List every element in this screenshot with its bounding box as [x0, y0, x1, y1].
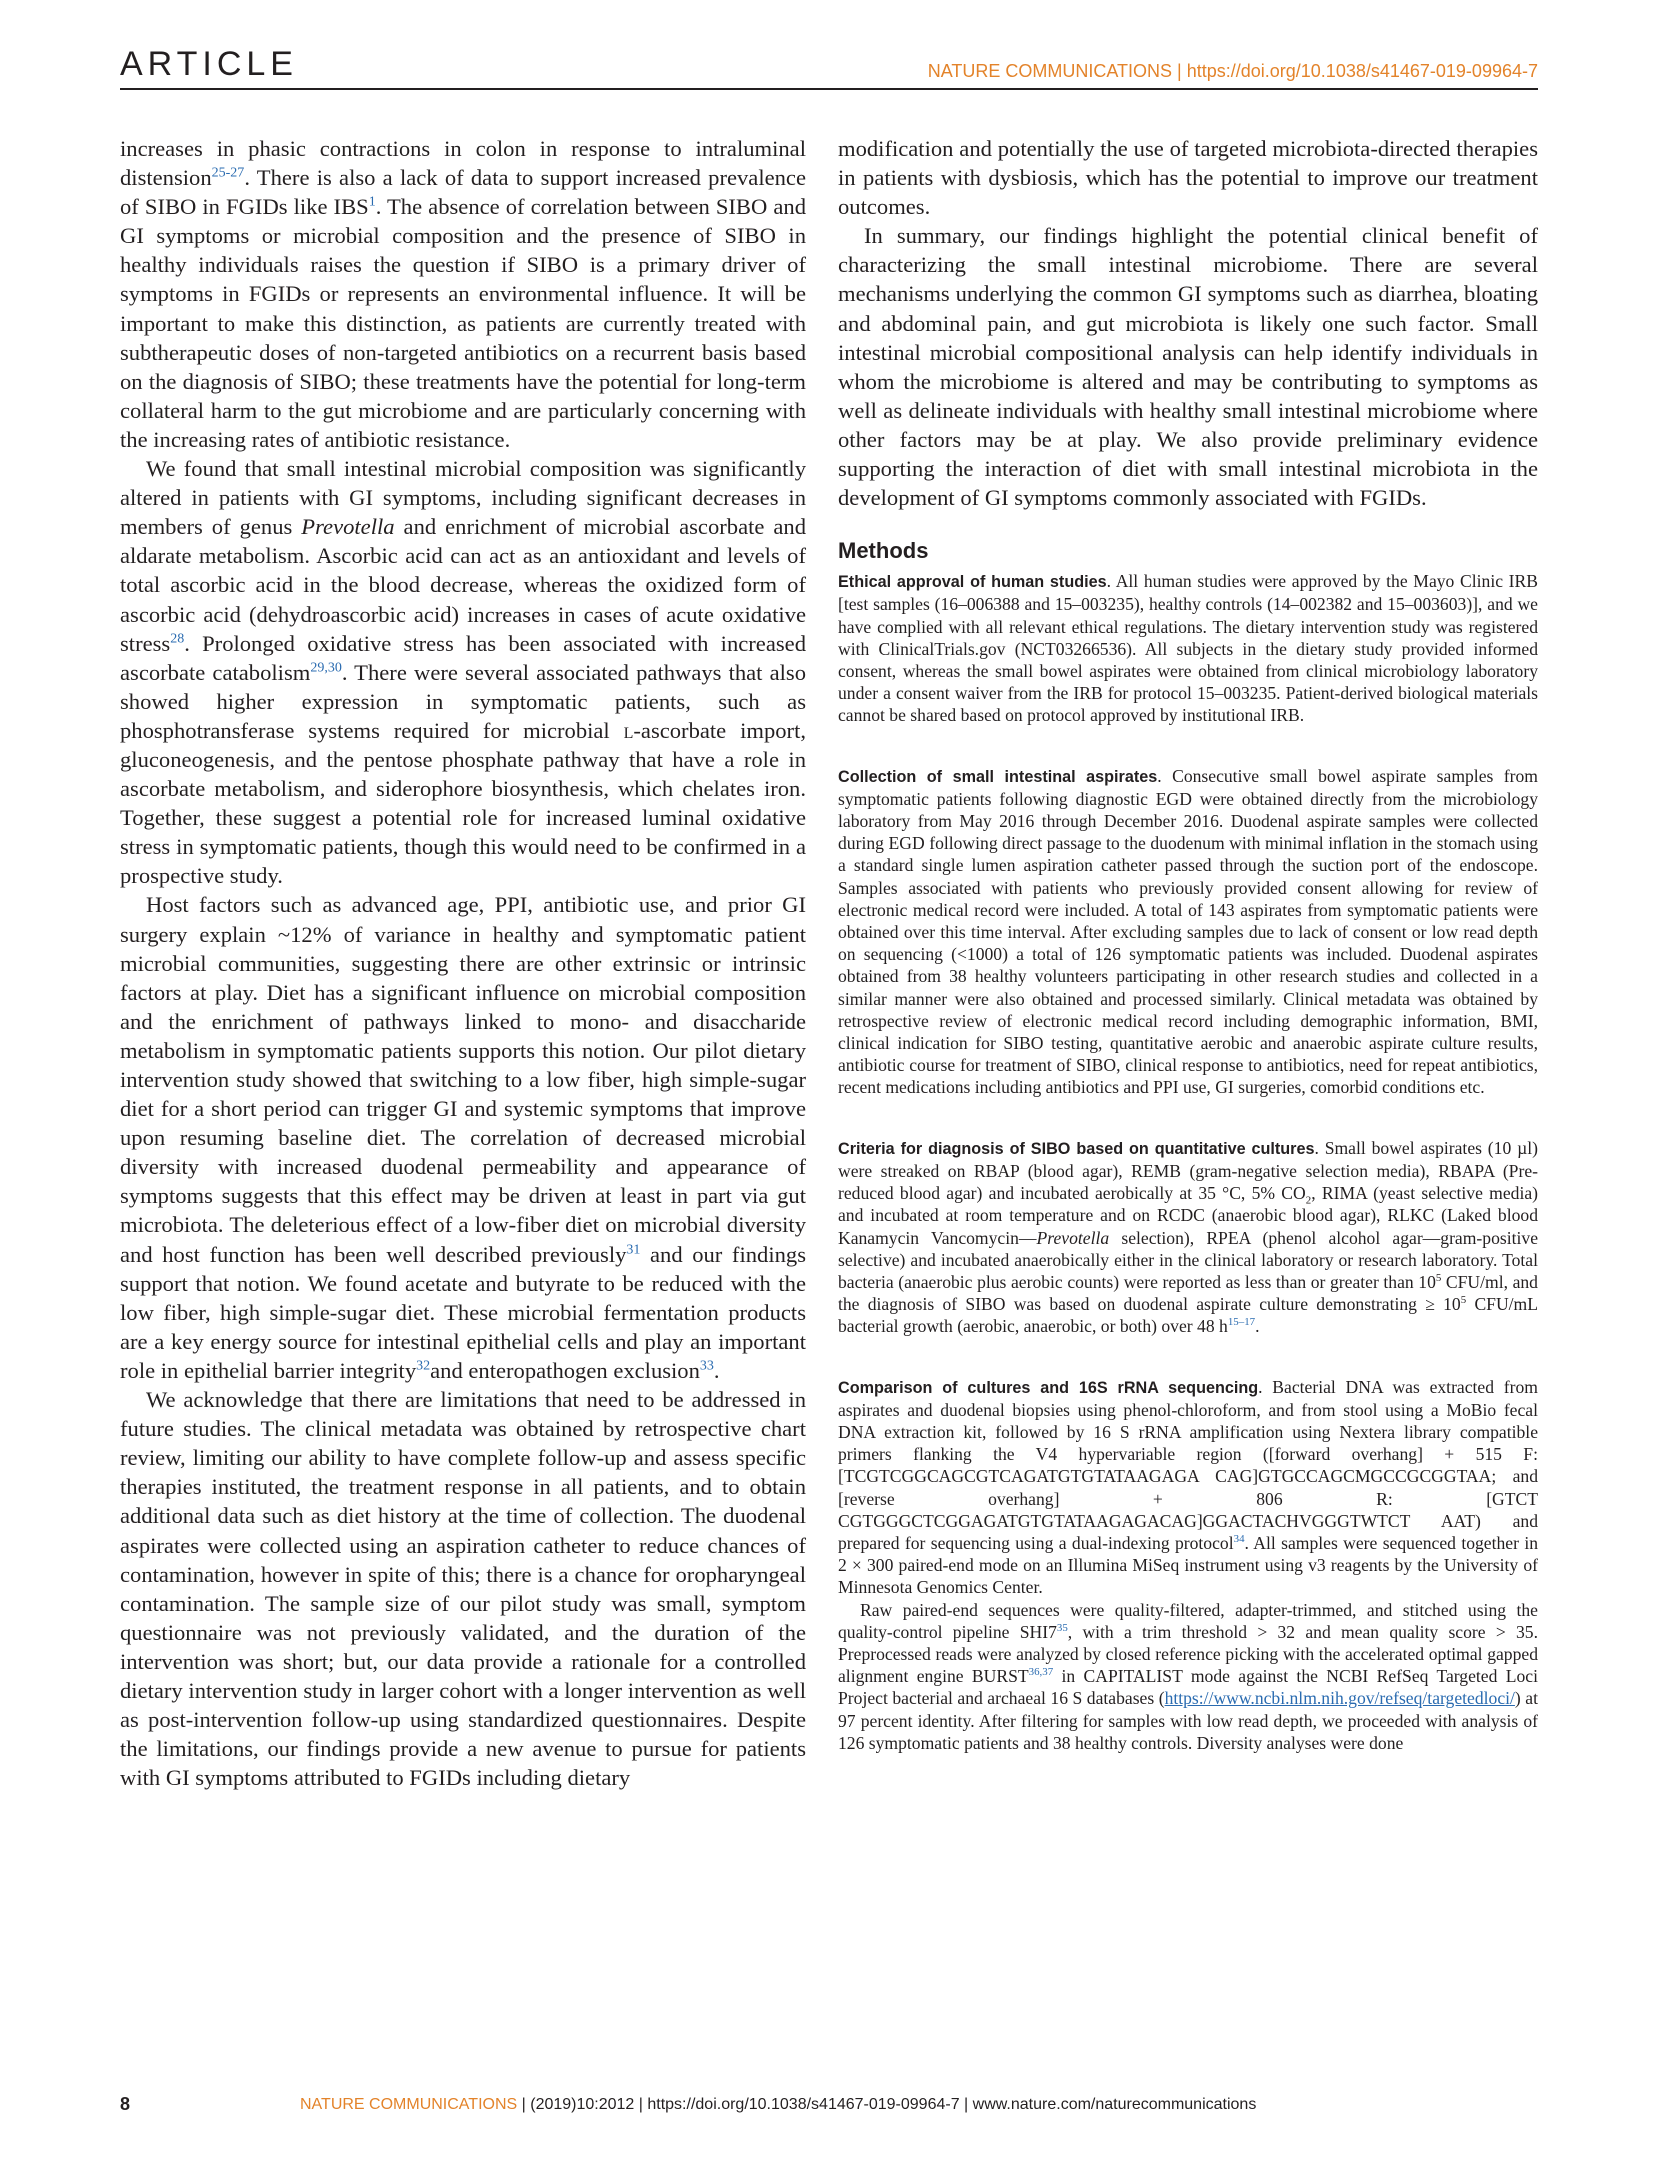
subsection-heading: Collection of small intestinal aspirates — [838, 767, 1158, 786]
methods-criteria: Criteria for diagnosis of SIBO based on quantitative cultures. Small bowel aspirates (10 µl) were streaked on RBAP (blood agar), REMB (gram-negative selection media), RBAPA (Pre-reduced blood agar) and incubated aerobically at 35 °C, 5% $CO_2$, RIMA (yeast selective media) and incubated at room temperature and on RCDC (anaerobic blood agar), RLKC (Laked blood Kanamycin Vancomycin—Prevotella selection), RPEA (phenol alcohol agar—gram-positive selective) and incubated anaerobically either in the clinical laboratory or research laboratory. Total bacteria (anaerobic plus aerobic counts) were reported as less than or greater than $10^5$ CFU/ml, and the diagnosis of SIBO was based on duodenal aspirate culture demonstrating ≥ $10^5$ CFU/mL bacterial growth (aerobic, anaerobic, or both) over 48 h$^{15-17}$. — [838, 1137, 1538, 1337]
paragraph-microbial-composition: We found that small intestinal microbial composition was significantly altered in patients with GI symptoms, including significant decreases in members of genus Prevotella and enrichment of microbial ascorbate and aldarate metabolism. Ascorbic acid can act as an antioxidant and levels of total ascorbic acid in the blood decrease, whereas the oxidized form of ascorbic acid (dehydroascorbic acid) increases in cases of acute oxidative stress$^{28}$. Prolonged oxidative stress has been associated with increased ascorbate catabolism$^{29,30}$. There were several associated pathways that also showed higher expression in symptomatic patients, such as phosphotransferase systems required for microbial l-ascorbate import, gluconeogenesis, and the pentose phosphate pathway that have a role in ascorbate metabolism, and siderophore biosynthesis, which chelates iron. Together, these suggest a potential role for increased luminal oxidative stress in symptomatic patients, though this would need to be confirmed in a prospective study. — [120, 456, 807, 889]
citation-link[interactable]: 31 — [626, 1242, 641, 1258]
journal-doi-line[interactable]: NATURE COMMUNICATIONS | https://doi.org/10.1038/s41467-019-09964-7 — [927, 61, 1538, 81]
right-column — [838, 134, 1538, 1754]
citation-link[interactable]: 29,30 — [310, 660, 342, 676]
citation-link[interactable]: 34 — [1233, 1533, 1245, 1546]
page-footer — [120, 2094, 1538, 2124]
citation-link[interactable]: 25-27 — [211, 165, 245, 181]
subsection-heading: Comparison of cultures and 16S rRNA sequencing — [838, 1378, 1259, 1397]
left-column — [120, 134, 806, 1792]
paragraph-sibo-fgid: increases in phasic contractions in colon in response to intraluminal distension$^{25-27}$. There is also a lack of data to support increased prevalence of SIBO in FGIDs like IBS$^1$. The absence of correlation between SIBO and GI symptoms or microbial composition and the presence of SIBO in healthy individuals raises the question if SIBO is a primary driver of symptoms in FGIDs or represents an environmental influence. It will be important to make this distinction, as patients are currently treated with subtherapeutic doses of non-targeted antibiotics on a recurrent basis based on the diagnosis of SIBO; these treatments have the potential for long-term collateral harm to the gut microbiome and are particularly concerning with the increasing rates of antibiotic resistance. — [120, 136, 806, 452]
subsection-heading: Ethical approval of human studies — [838, 573, 1107, 592]
page-number: 8 — [120, 2094, 131, 2114]
paragraph-summary: In summary, our findings highlight the potential clinical benefit of characterizing the small intestinal microbiome. There are several mechanisms underlying the common GI symptoms such as diarrhea, bloating and abdominal pain, and gut microbiota is likely one such factor. Small intestinal microbial compositional analysis can help identify individuals in whom the microbiome is altered and may be contributing to symptoms as well as delineate individuals with healthy small intestinal microbiome where other factors may be at play. We also provide preliminary evidence supporting the interaction of diet with small intestinal microbiota in the development of GI symptoms commonly associated with FGIDs. — [838, 223, 1538, 511]
paragraph-limitations: We acknowledge that there are limitations that need to be addressed in future studies. The clinical metadata was obtained by retrospective chart review, limiting our ability to have complete follow-up and assess specific therapies instituted, the treatment response in all patients, and to obtain additional data such as diet history at the time of collection. The duodenal aspirates were collected using an aspiration catheter to reduce chances of contamination, however in spite of this; there is a chance for oropharyngeal contamination. The sample size of our pilot study was small, symptom questionnaire was not previously validated, and the duration of the intervention was short; but, our data provide a rationale for a controlled dietary intervention study in larger cohort with a longer intervention as well as post-intervention follow-up using standardized questionnaires. Despite the limitations, our findings provide a new avenue to pursue for patients with GI symptoms attributed to FGIDs including dietary — [120, 1387, 806, 1791]
methods-collection: Collection of small intestinal aspirates. Consecutive small bowel aspirate samples from symptomatic patients following diagnostic EGD were obtained directly from the microbiology laboratory from May 2016 through December 2016. Duodenal aspirate samples were collected during EGD following direct passage to the duodenum with minimal inflation in the stomach using a standard single lumen aspiration catheter passed through the suction port of the endoscope. Samples associated with patients who previously provided consent allowing for review of electronic medical record were included. A total of 143 aspirates from symptomatic patients were obtained over this time interval. After excluding samples due to lack of consent or low read depth on sequencing (<1000) a total of 126 symptomatic patients was included. Duodenal aspirates obtained from 38 healthy volunteers participating in other research studies and collected in a similar manner were also obtained and processed similarly. Clinical metadata was obtained by retrospective review of electronic medical record including demographic information, BMI, clinical indication for SIBO testing, quantitative aerobic and anaerobic aspirate culture results, antibiotic course for treatment of SIBO, clinical response to antibiotics, need for repeat antibiotics, recent medications including antibiotics and PPI use, GI surgeries, comorbid conditions etc. — [838, 765, 1538, 1098]
refseq-link[interactable]: https://www.ncbi.nlm.nih.gov/refseq/targetedloci/ — [1164, 1688, 1515, 1709]
citation-link[interactable]: 15–17 — [1227, 1316, 1256, 1329]
citation-link[interactable]: 35 — [1056, 1621, 1068, 1634]
paragraph-host-factors: Host factors such as advanced age, PPI, antibiotic use, and prior GI surgery explain ~12% of variance in healthy and symptomatic patient microbial communities, suggesting there are other extrinsic or intrinsic factors at play. Diet has a significant influence on microbial composition and the enrichment of pathways linked to mono- and disaccharide metabolism in symptomatic patients supports this notion. Our pilot dietary intervention study showed that switching to a low fiber, high simple-sugar diet for a short period can trigger GI and systemic symptoms that improve upon resuming baseline diet. The correlation of decreased microbial diversity with increased duodenal permeability and appearance of symptoms suggests that this effect may be driven at least in part via gut microbiota. The deleterious effect of a low-fiber diet on microbial diversity and host function has been well described previously$^{31}$ and our findings support that notion. We found acetate and butyrate to be reduced with the low fiber, high simple-sugar diet. These microbial fermentation products are a key energy source for intestinal epithelial cells and play an important role in epithelial barrier integrity$^{32}$and enteropathogen exclusion$^{33}$. — [120, 892, 806, 1383]
paragraph-modification: modification and potentially the use of targeted microbiota-directed therapies in patients with dysbiosis, which has the potential to improve our treatment outcomes. — [838, 136, 1538, 220]
methods-heading: Methods — [838, 538, 929, 564]
page-header — [120, 42, 1538, 90]
citation-link[interactable]: 32 — [416, 1358, 431, 1374]
footer-journal[interactable]: NATURE COMMUNICATIONS — [300, 2096, 518, 2113]
footer-citation: NATURE COMMUNICATIONS | (2019)10:2012 | https://doi.org/10.1038/s41467-019-09964-7 | www.nature.com/naturecommunications — [300, 2096, 1257, 2113]
methods-comparison: Comparison of cultures and 16S rRNA sequencing. Bacterial DNA was extracted from aspirates and duodenal biopsies using phenol-chloroform, and from stool using a MoBio fecal DNA extraction kit, followed by 16 S rRNA amplification using Nextera library compatible primers flanking the V4 hypervariable region ([forward overhang] + 515 F: [TCGTCGGCAGCGTCAGATGTGTATAAGAGA CAG]GTGCCAGCMGCCGCGGTAA; and [reverse overhang] + 806 R: [GTCT CGTGGGCTCGGAGATGTGTATAAGAGACAG]GGACTACHVGGGTWTCT AAT) and prepared for sequencing using a dual-indexing protocol$^{34}$. All samples were sequenced together in 2 × 300 paired-end mode on an Illumina MiSeq instrument using v3 reagents by the University of Minnesota Genomics Center. Raw paired-end sequences were quality-filtered, adapter-trimmed, and stitched using the quality-control pipeline SHI7$^{35}$, with a trim threshold > 32 and mean quality score > 35. Preprocessed reads were analyzed by closed reference picking with the accelerated optimal gapped alignment engine BURST$^{36,37}$ in CAPITALIST mode against the NCBI RefSeq Targeted Loci Project bacterial and archaeal 16 S databases (https://www.ncbi.nlm.nih.gov/refseq/targetedloci/) at 97 percent identity. After filtering for samples with low read depth, we proceeded with analysis of 126 symptomatic patients and 38 healthy controls. Diversity analyses were done — [838, 1376, 1539, 1753]
article-label: ARTICLE — [120, 45, 298, 83]
citation-link[interactable]: 1 — [368, 194, 376, 210]
citation-link[interactable]: 33 — [699, 1358, 714, 1374]
methods-ethics: Ethical approval of human studies. All human studies were approved by the Mayo Clinic IRB [test samples (16–006388 and 15–003235), healthy controls (14–002382 and 15–003603)], and we have complied with all relevant ethical regulations. The dietary intervention study was registered with ClinicalTrials.gov (NCT03266536). All subjects in the dietary study provided informed consent, whereas the small bowel aspirates were obtained from clinical microbiology laboratory under a consent waiver from the IRB for protocol 15–003235. Patient-derived biological materials cannot be shared based on protocol approved by institutional IRB. — [838, 571, 1539, 726]
citation-link[interactable]: 36,37 — [1028, 1666, 1054, 1679]
citation-link[interactable]: 28 — [170, 631, 185, 647]
subsection-heading: Criteria for diagnosis of SIBO based on quantitative cultures — [838, 1139, 1315, 1158]
